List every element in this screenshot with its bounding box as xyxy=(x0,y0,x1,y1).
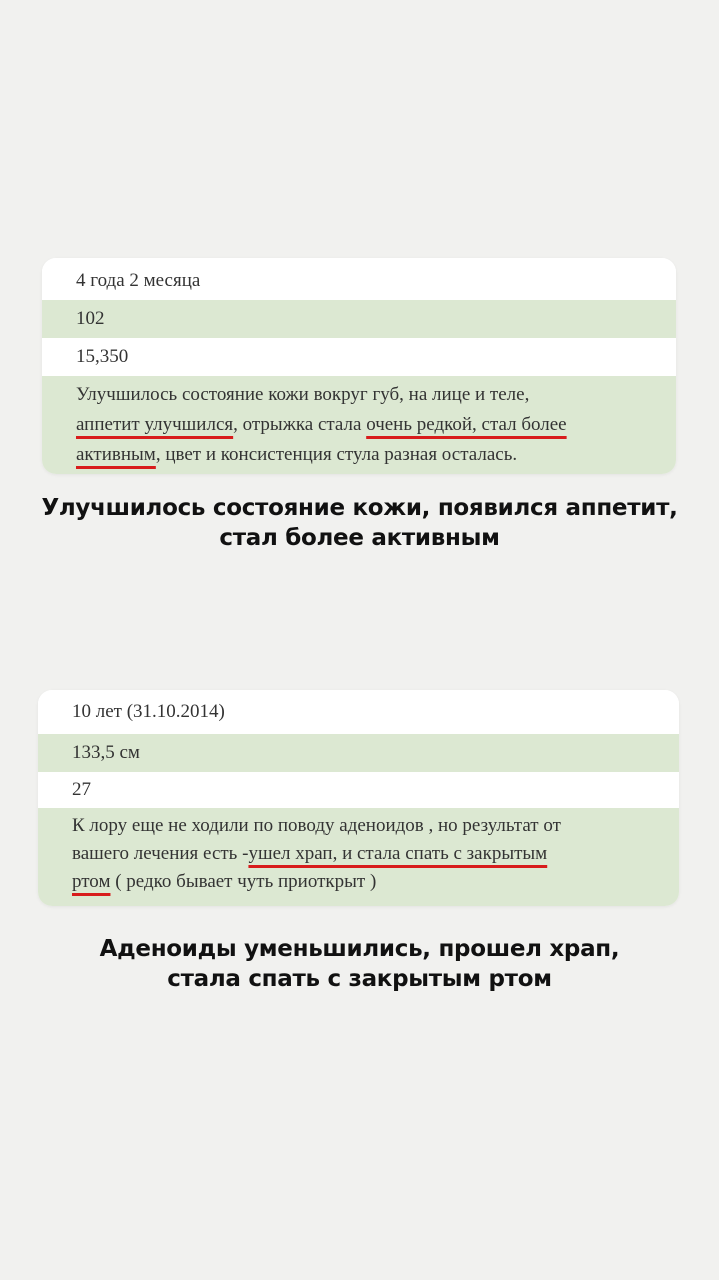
row-age: 4 года 2 месяца xyxy=(42,258,676,300)
note-text: Улучшилось состояние кожи вокруг губ, на лице и теле, аппетит улучшился, отрыжка стала очень редкой, стал более активным, цвет и консистенция стула разная осталась. xyxy=(76,384,567,465)
row-note xyxy=(38,808,679,906)
caption-2: Аденоиды уменьшились, прошел храп, стала спать с закрытым ртом xyxy=(99,936,620,992)
row-weight: 27 xyxy=(38,772,679,808)
row-measure-1: 102 xyxy=(42,300,676,338)
row-age: 10 лет (31.10.2014) xyxy=(38,690,679,734)
row-measure-2: 15,350 xyxy=(42,338,676,376)
note-text: К лору еще не ходили по поводу аденоидов , но результат от вашего лечения есть -ушел храп, и стала спать с закрытым ртом ( редко бывает чуть приоткрыт ) xyxy=(72,815,561,892)
row-note xyxy=(42,376,676,474)
document-card-1 xyxy=(42,258,676,474)
caption-1: Улучшилось состояние кожи, появился аппетит, стал более активным xyxy=(41,495,678,551)
document-card-2 xyxy=(38,690,679,906)
row-height: 133,5 см xyxy=(38,734,679,772)
